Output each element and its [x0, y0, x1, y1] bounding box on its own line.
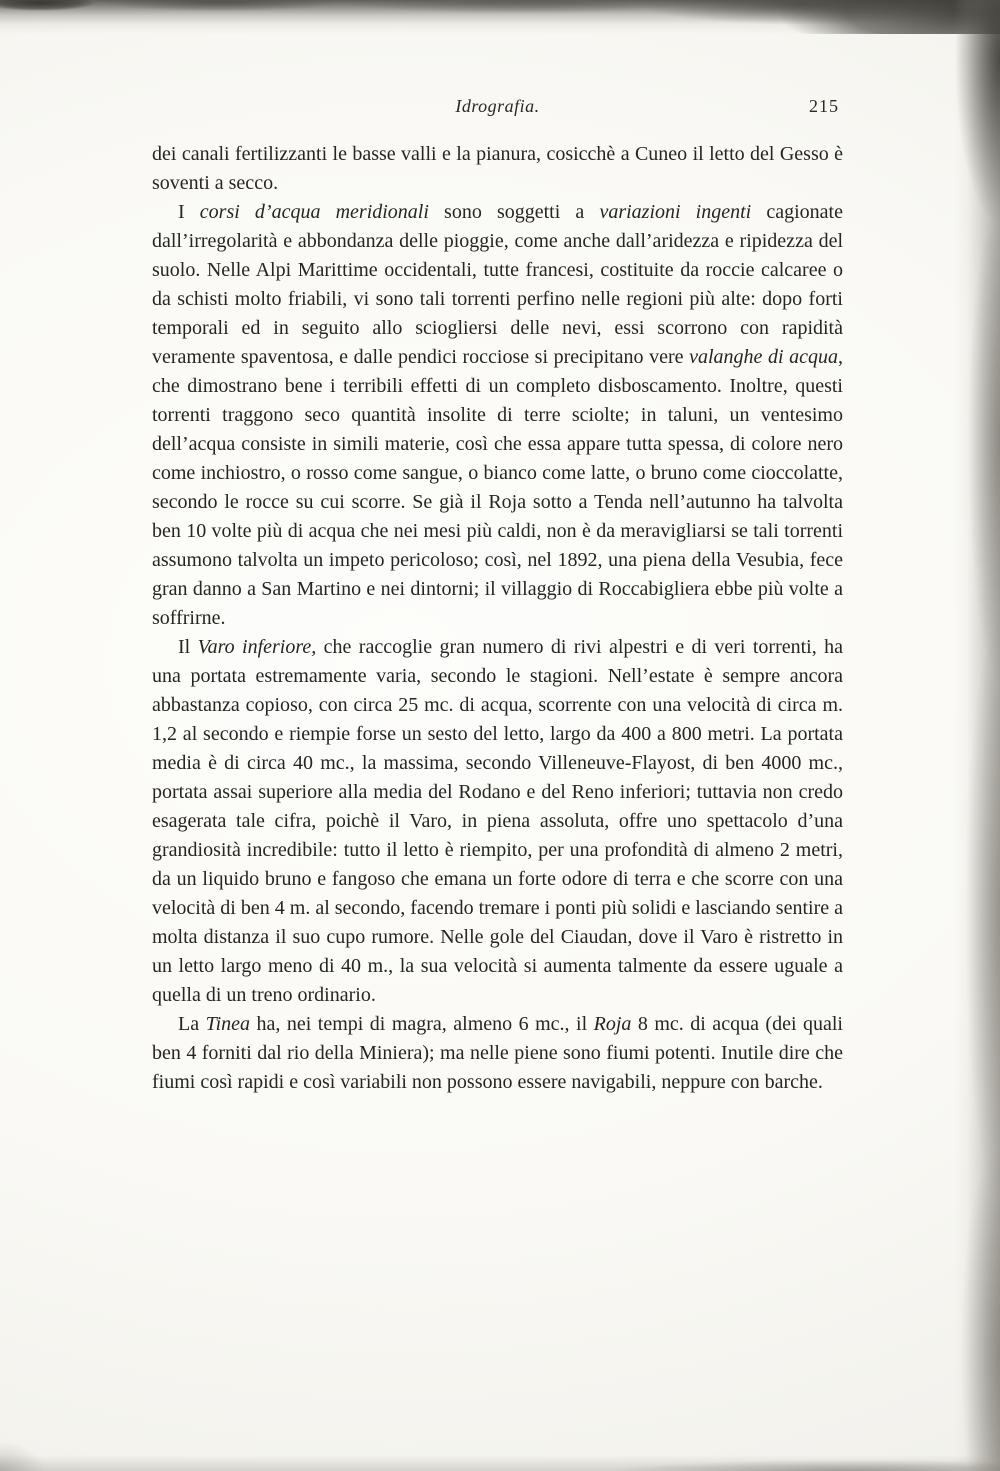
- paragraph: [152, 1010, 843, 1097]
- italic-text-run: Tinea: [205, 1013, 251, 1035]
- running-title: Idrografia.: [455, 96, 540, 116]
- text-run: cagionate dall’irregolarità e abbondanza delle pioggie, come anche dall’aridezza e ripidezza del suolo. Nelle Alpi Marittime occidentali, tutte francesi, costituite da roccie calcaree o da schisti molto friabili, vi sono tali torrenti perfino nelle regioni più alte: dopo forti temporali ed in seguito allo sciogliersi delle nevi, essi scorrono con rapidità veramente spaventosa, e dalle pendici rocciose si precipitano vere: [152, 201, 843, 368]
- scan-artifact-bottom-left-corner: [0, 1411, 60, 1471]
- text-run: 8 mc. di acqua (dei quali ben 4 forniti dal rio della Miniera); ma nelle piene sono fiumi potenti. Inutile dire che fiumi così rapidi e così variabili non possono essere navigabili, neppure con barche.: [152, 1013, 843, 1093]
- italic-text-run: variazioni ingenti: [599, 201, 752, 223]
- text-run: dei canali fertilizzanti le basse valli e la pianura, cosicchè a Cuneo il letto del Gesso è soventi a secco.: [152, 143, 843, 194]
- scan-artifact-bottom-edge: [0, 1455, 1000, 1471]
- paragraph: [152, 198, 843, 633]
- italic-text-run: corsi d’acqua meridionali: [199, 201, 429, 223]
- paragraph: [152, 140, 843, 198]
- text-run: I: [178, 201, 200, 223]
- italic-text-run: Roja: [593, 1013, 632, 1035]
- paragraph: [152, 633, 843, 1010]
- text-run: , che dimostrano bene i terribili effetti di un completo disboscamento. Inoltre, questi torrenti traggono seco quantità insolite di terre sciolte; in taluni, un ventesimo dell’acqua consiste in simili materie, così che essa appare tutta spessa, di colore nero come inchiostro, o rosso come sangue, o bianco come latte, o bruno come cioccolatte, secondo le rocce su cui scorre. Se già il Roja sotto a Tenda nell’autunno ha talvolta ben 10 volte più di acqua che nei mesi più caldi, non è da meravigliarsi se tali torrenti assumono talvolta un impeto pericoloso; così, nel 1892, una piena della Vesubia, fece gran danno a San Martino e nei dintorni; il villaggio di Roccabigliera ebbe più volte a soffrirne.: [152, 346, 843, 629]
- scan-artifact-top-edge: [0, 0, 1000, 34]
- italic-text-run: Varo inferiore,: [197, 636, 317, 658]
- text-run: sono soggetti a: [428, 201, 600, 223]
- page-number: 215: [809, 96, 839, 116]
- text-run: Il: [178, 636, 198, 658]
- italic-text-run: valanghe di acqua: [689, 346, 838, 368]
- page-body: [152, 140, 843, 1097]
- text-run: La: [178, 1013, 206, 1035]
- text-run: ha, nei tempi di magra, almeno 6 mc., il: [250, 1013, 594, 1035]
- text-run: che raccoglie gran numero di rivi alpestri e di veri torrenti, ha una portata estremamente varia, secondo le stagioni. Nell’estate è sempre ancora abbastanza copioso, con circa 25 mc. di acqua, scorrente con una velocità di circa m. 1,2 al secondo e riempie forse un sesto del letto, largo da 400 a 800 metri. La portata media è di circa 40 mc., la massima, secondo Villeneuve-Flayost, di ben 4000 mc., portata assai superiore alla media del Rodano e del Reno inferiori; tuttavia non credo esagerata tale cifra, poichè il Varo, in piena assoluta, offre uno spettacolo d’una grandiosità incredibile: tutto il letto è riempito, per una profondità di almeno 2 metri, da un liquido bruno e fangoso che emana un forte odore di terra e che scorre con una velocità di ben 4 m. al secondo, facendo tremare i ponti più solidi e lasciando sentire a molta distanza il suo cupo rumore. Nelle gole del Ciaudan, dove il Varo è ristretto in un letto largo meno di 40 m., la sua velocità si aumenta talmente da essere uguale a quella di un treno ordinario.: [152, 636, 843, 1006]
- page-header: [152, 96, 843, 126]
- page-content: [152, 96, 843, 1097]
- scan-artifact-right-edge: [954, 0, 1000, 1471]
